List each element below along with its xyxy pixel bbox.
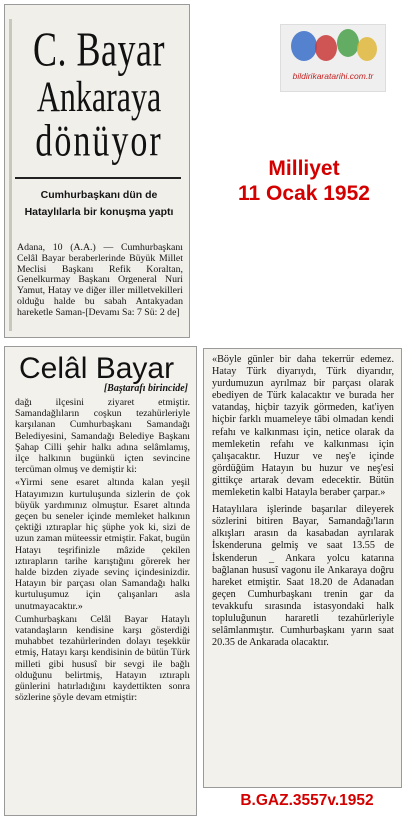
- hand-print-blue-icon: [291, 31, 317, 61]
- publication-date: 11 Ocak 1952: [238, 182, 370, 205]
- source-label: [214, 156, 394, 206]
- hand-print-green-icon: [337, 29, 359, 57]
- paragraph: «Böyle günler bir daha tekerrür edemez. Hatay Türk diyarıydı, Türk diyarıdır, yurdumuzun ayrılmaz bir parçası olarak ebediyen de Türk kalacaktır ve burada her vatandaş, hiçbir tazyik görmeden, kat'iyen hiçbir farklı muameleye tâbi olmadan kendi refahı ve kalkınması için, netice olarak da memleketin refahı ve kalkınması için çalışacaktır. Huzur ve neş'e içinde gördüğüm Hatayın bu huzur ve neş'esi gittikçe artarak devam edecektir. Bütün memleketin kalbi Hatayla beraber çarpar.»: [212, 354, 394, 499]
- logo-watermark: bildirikaratarihi.com.tr: [292, 71, 374, 81]
- continuation-column: [15, 397, 190, 705]
- continuation-headline: Celâl Bayar: [19, 352, 175, 385]
- headline-line-2: Ankaraya: [36, 71, 162, 121]
- hand-print-red-icon: [315, 35, 337, 61]
- continuation-clipping: [4, 346, 197, 816]
- front-article-body: Adana, 10 (A.A.) — Cumhurbaşkanı Celâl Bayar beraberlerinde Büyük Millet Meclisi Başkanı Refik Koraltan, Genelkurmay Başkanı Orgeneral Nuri Yamut, Hatay ve diğer iller milletvekilleri olduğu halde bu sabah Antakyadan hareketle Saman-[Devamı Sa: 7 Sü: 2 de]: [17, 242, 183, 318]
- headline-line-3: dönüyor: [35, 116, 163, 167]
- headline-line-1: C. Bayar: [33, 22, 165, 77]
- catalog-code: B.GAZ.3557v.1952: [240, 792, 374, 809]
- paragraph: Hataylılara işlerinde başarılar dileyerek sözlerini bitiren Bayar, Samandağı'ların alkışları arasın da kasabadan ayrılarak İskenderuna gelmiş ve saat 13.55 de İskenderun _ Ankara yolcu katarına bağlanan hususî vagonu ile Ankaraya doğru hareket etmiştir. Saat 18.20 de Adanadan geçen Cumhurbaşkanı trenin gar da tevakkufu sırasında istasyondaki halk topluluğunun hararetli tezahürleriyle selâmlanmıştır. Cumhurbaşkanı yarın saat 20.35 de Ankarada olacaktır.: [212, 504, 394, 649]
- right-column-clipping: [203, 348, 402, 788]
- newspaper-name: Milliyet: [268, 157, 340, 180]
- headline-divider: [15, 177, 181, 179]
- front-page-clipping: [4, 4, 190, 338]
- paragraph: dağı ilçesini ziyaret etmiştir. Samandağlıların coşkun tezahürleriyle karşılanan Cumhurbaşkanı Samandağı Belediyesini, Samandağı Belediye Başkanı Şahap Cilli şehir halkı adına selâmlamış, ilçe halkının bugünkü içten sevincine tercüman olmuş ve demiştir ki:: [15, 397, 190, 476]
- right-column: [212, 354, 394, 654]
- subheadline: Cumhurbaşkanı dün de Hataylılarla bir konuşma yaptı: [24, 189, 174, 218]
- continued-label: [Baştarafı birincide]: [103, 383, 188, 394]
- paragraph: Cumhurbaşkanı Celâl Bayar Hataylı vatandaşların kendisine karşı gösterdiği muhabbet tezahürlerinden dolayı teşekkür etmiş, Hatayı karşı kendisinin de bütün Türk milleti gibi hususî bir sevgi ile bağlı olduğunu belirtmiş, Hatayın ıztıraplı günlerini hatırladığını kaydettikten sonra sözlerine şöyle devam etmiştir:: [15, 613, 190, 704]
- hand-print-yellow-icon: [357, 37, 377, 61]
- torn-edge: [9, 19, 15, 331]
- paragraph: «Yirmi sene esaret altında kalan yeşil Hatayımızın kurtuluşunda sizlerin de çok büyük yardımınız olmuştur. Esaret altında geçen bu seneler içinde memleket halkının çektiği ıztıraplar hiç şüphe yok ki, sizi de uzun zaman müteessir etmiştir. Fakat, bugün Hatayı teşrifinizle mâzide çekilen ıztırapların tarihe karıştığını görerek her halde bizden ziyade sevinç içindesinizdir. Hatayın bir parçası olan Samandağı halkı kurtuluşumuz için çalışanları asla unutmayacaktır.»: [15, 477, 190, 612]
- site-logo: [280, 24, 386, 92]
